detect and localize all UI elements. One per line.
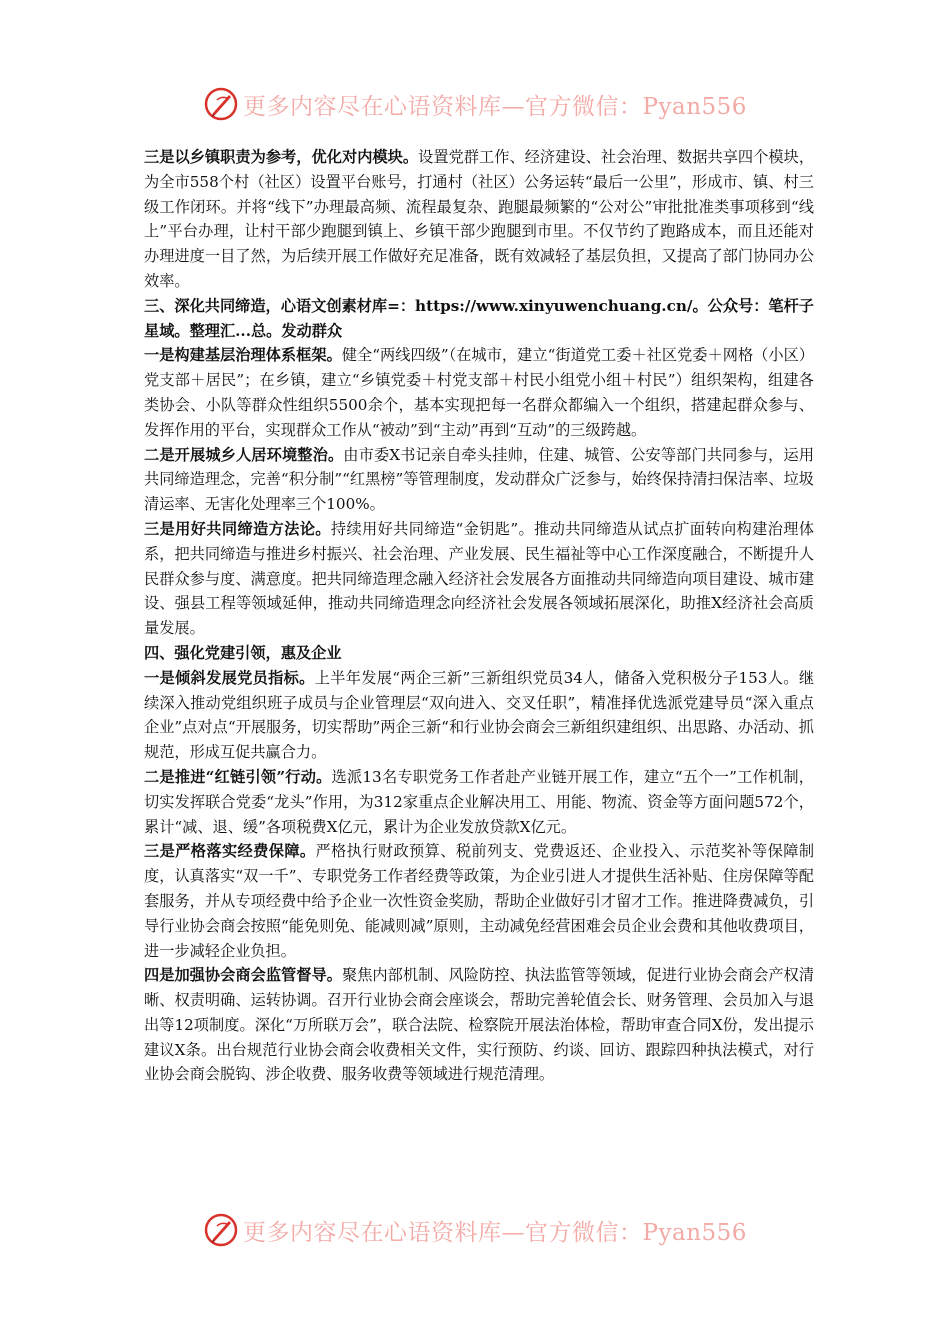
paragraph-lead: 二是开展城乡人居环境整治。 [144, 445, 344, 464]
paragraph-body: 设置党群工作、经济建设、社会治理、数据共享四个模块，为全市558个村（社区）设置平台账号，打通村（社区）公务运转“最后一公里”，形成市、镇、村三级工作闭环。并将“线下”办理最高频、流程最复杂、跑腿最频繁的“公对公”审批批准类事项移到“线上”平台办理，让村干部少跑腿到镇上、乡镇干部少跑腿到市里。不仅节约了跑路成本，而且还能对办理进度一目了然，为后续开展工作做好充足准备，既有效减轻了基层负担，又提高了部门协同办公效率。 [144, 148, 815, 290]
paragraph [144, 517, 814, 641]
paragraph-body: 选派13名专职党务工作者赴产业链开展工作，建立“五个一”工作机制，切实发挥联合党委“龙头”作用，为312家重点企业解决用工、用能、物流、资金等方面问题572个，累计“减、退、缓”各项税费X亿元，累计为企业发放贷款X亿元。 [144, 767, 814, 836]
paragraph-body: 严格执行财政预算、税前列支、党费返还、企业投入、示范奖补等保障制度，认真落实“双一千”、专职党务工作者经费等政策，为企业引进人才提供生活补贴、住房保障等配套服务，并从专项经费中给予企业一次性资金奖励，帮助企业做好引才留才工作。推进降费减负，引导行业协会商会按照“能免则免、能减则减”原则，主动减免经营困难会员企业会费和其他收费项目，进一步减轻企业负担。 [144, 842, 815, 960]
paragraph [144, 963, 814, 1087]
paragraph-lead: 三是严格落实经费保障。 [144, 842, 316, 861]
section-heading: 四、强化党建引领，惠及企业 [144, 643, 342, 662]
paragraph-lead: 一是构建基层治理体系框架。 [144, 346, 342, 365]
paragraph-lead: 二是推进“红链引领”行动。 [144, 767, 332, 786]
paragraph-body: 上半年发展“两企三新”三新组织党员34人，储备入党积极分子153人。继续深入推动党组织班子成员与企业管理层“双向进入、交叉任职”，精准择优选派党建导员“深入重点企业”点对点“开展服务，切实帮助”两企三新“和行业协会商会三新组织建组织、出思路、办活动、抓规范，形成互促共赢合力。 [144, 668, 815, 762]
paragraph [144, 666, 814, 765]
footer-banner [0, 1210, 950, 1250]
section-heading: 三、深化共同缔造，心语文创素材库=：https://www.xinyuwenchuang.cn/。公众号：笔杆子星域。整理汇...总。发动群众 [144, 296, 814, 340]
paragraph-body: 聚焦内部机制、风险防控、执法监管等领域，促进行业协会商会产权清晰、权责明确、运转协调。召开行业协会商会座谈会，帮助完善轮值会长、财务管理、会员加入与退出等12项制度。深化“万所联万会”，联合法院、检察院开展法治体检，帮助审查合同X份，发出提示建议X条。出台规范行业协会商会收费相关文件，实行预防、约谈、回访、跟踪四种执法模式，对行业协会商会脱钩、涉企收费、服务收费等领域进行规范清理。 [144, 966, 815, 1084]
paragraph [144, 145, 814, 294]
header-banner [0, 84, 950, 124]
paragraph-lead: 三是用好共同缔造方法论。 [144, 519, 331, 538]
paragraph-lead: 四是加强协会商会监管督导。 [144, 966, 342, 985]
pen-logo-icon [203, 1212, 239, 1248]
paragraph-body: 健全“两线四级”（在城市，建立“街道党工委＋社区党委＋网格（小区）党支部＋居民”；在乡镇，建立“乡镇党委＋村党支部＋村民小组党小组＋村民”）组织架构，组建各类协会、小队等群众性组织5500余个，基本实现把每一名群众都编入一个组织，搭建起群众参与、发挥作用的平台，实现群众工作从“被动”到“主动”再到“互动”的三级跨越。 [144, 346, 814, 439]
pen-logo-icon [203, 86, 239, 122]
paragraph [144, 839, 814, 963]
paragraph-body: 持续用好共同缔造“金钥匙”。推动共同缔造从试点扩面转向构建治理体系，把共同缔造与推进乡村振兴、社会治理、产业发展、民生福祉等中心工作深度融合，不断提升人民群众参与度、满意度。把共同缔造理念融入经济社会发展各方面推动共同缔造向项目建设、城市建设、强县工程等领域延伸，推动共同缔造理念向经济社会发展各领域拓展深化，助推X经济社会高质量发展。 [144, 519, 815, 638]
document-body [144, 145, 814, 1087]
paragraph-body: 由市委X书记亲自牵头挂帅，住建、城管、公安等部门共同参与，运用共同缔造理念，完善“积分制”“红黑榜”等管理制度，发动群众广泛参与，始终保持清扫保洁率、垃圾清运率、无害化处理率三个100%。 [144, 445, 815, 514]
paragraph-lead: 三是以乡镇职责为参考，优化对内模块。 [144, 148, 419, 166]
banner-text: 更多内容尽在心语资料库—官方微信：Pyan556 [243, 93, 747, 120]
paragraph [144, 443, 814, 517]
paragraph [144, 765, 814, 839]
banner-text: 更多内容尽在心语资料库—官方微信：Pyan556 [243, 1219, 747, 1246]
paragraph-lead: 一是倾斜发展党员指标。 [144, 668, 315, 687]
paragraph [144, 343, 814, 442]
